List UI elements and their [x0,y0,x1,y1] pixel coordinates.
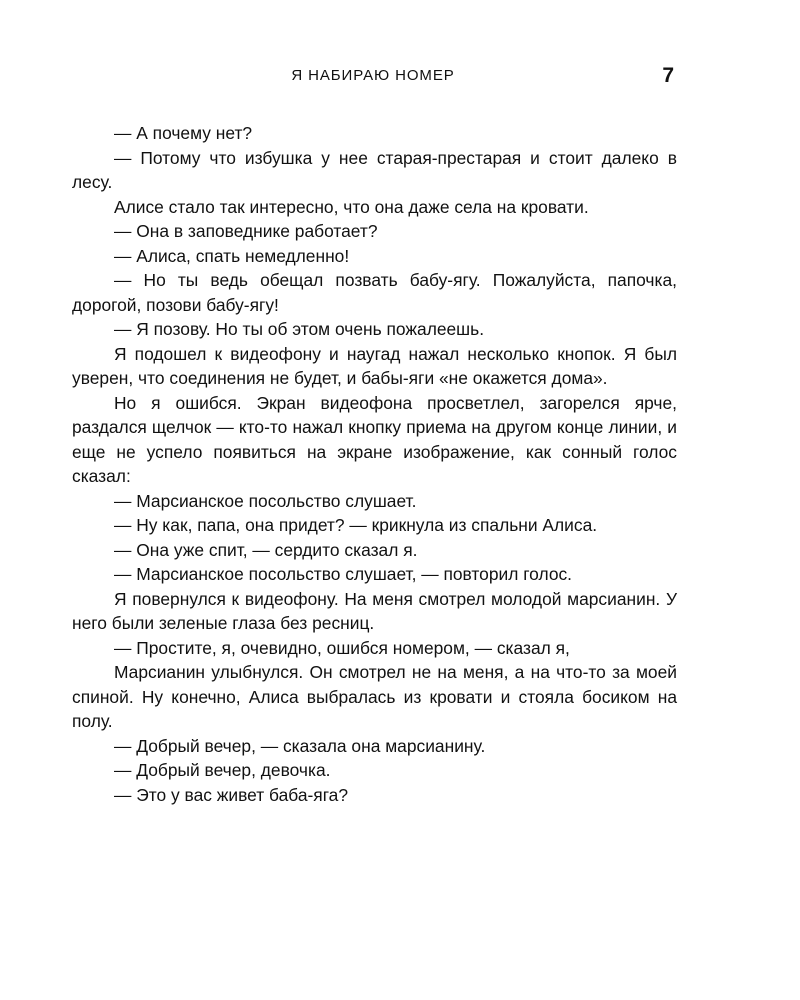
paragraph: — А почему нет? [114,123,253,143]
paragraph: Я повернулся к видеофону. На меня смотрел молодой марсианин. У него были зеленые глаза без ресниц. [72,588,677,633]
paragraph: — Она уже спит, — сердито сказал я. [114,539,418,560]
running-header [72,64,674,88]
paragraph: Но я ошибся. Экран видеофона просветлел, загорелся ярче, раздался щелчок — кто-то нажал кнопку приема на другом конце линии, и еще не успело появиться на экране изображение, как сонный голос сказал: [72,392,677,486]
paragraph: — Я позову. Но ты об этом очень пожалеешь. [114,319,485,339]
paragraph: — Она в заповеднике работает? [114,221,378,241]
paragraph: — Ну как, папа, она придет? — крикнула из спальни Алиса. [114,515,598,535]
paragraph: — Это у вас живет баба-яга? [114,784,349,805]
paragraph: — Простите, я, очевидно, ошибся номером, — сказал я, [114,637,570,658]
paragraph: — Добрый вечер, — сказала она марсианину. [114,735,486,756]
paragraph: — Алиса, спать немедленно! [114,245,350,266]
running-title: Я НАБИРАЮ НОМЕР [291,67,455,84]
page-number: 7 [662,64,674,87]
body-text [72,121,677,807]
paragraph: — Но ты ведь обещал позвать бабу-ягу. Пожалуйста, папочка, дорогой, позови бабу-ягу! [72,270,677,315]
paragraph: — Марсианское посольство слушает. [114,490,417,511]
paragraph: — Марсианское посольство слушает, — повторил голос. [114,564,573,584]
paragraph: — Добрый вечер, девочка. [114,760,331,780]
paragraph: Марсианин улыбнулся. Он смотрел не на меня, а на что-то за моей спиной. Ну конечно, Алиса выбралась из кровати и стояла босиком на полу. [72,662,677,731]
paragraph: Алисе стало так интересно, что она даже села на кровати. [114,196,589,217]
paragraph: Я подошел к видеофону и наугад нажал несколько кнопок. Я был уверен, что соединения не будет, и бабы-яги «не окажется дома». [72,343,677,388]
paragraph: — Потому что избушка у нее старая-престарая и стоит далеко в лесу. [72,147,677,192]
